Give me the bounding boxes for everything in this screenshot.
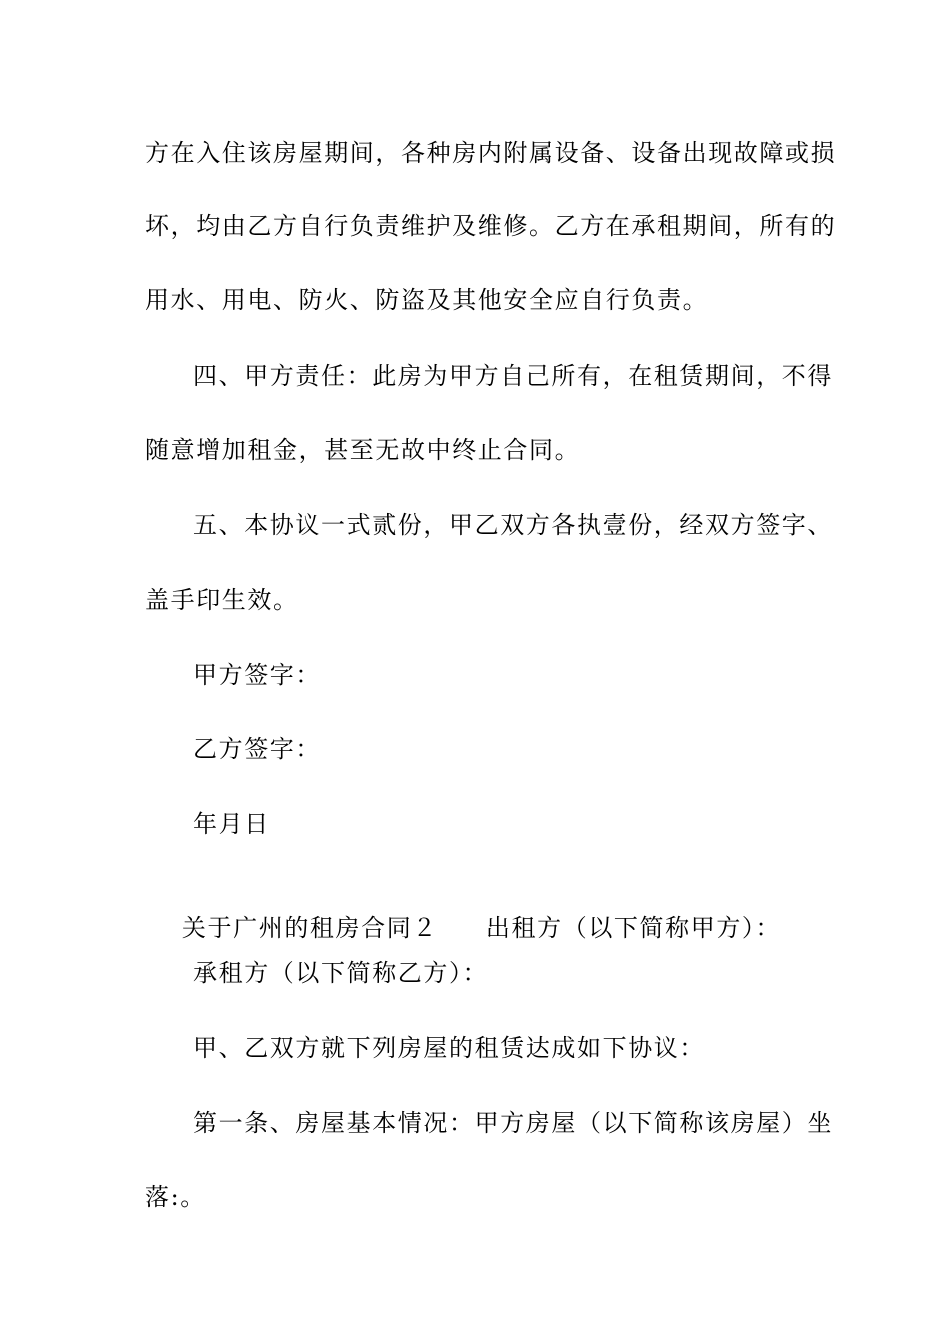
article-one-line: 第一条、房屋基本情况：甲方房屋（以下简称该房屋）坐 — [193, 1109, 833, 1137]
lessor-label: 出租方（以下简称甲方）： — [485, 914, 782, 942]
party-b-signature-label: 乙方签字： — [193, 735, 321, 763]
contract-title: 关于广州的租房合同２ — [181, 914, 438, 942]
agreement-intro: 甲、乙双方就下列房屋的租赁达成如下协议： — [193, 1034, 705, 1062]
party-a-signature-label: 甲方签字： — [193, 661, 321, 689]
paragraph-line: 落:。 — [145, 1183, 206, 1211]
paragraph-line: 方在入住该房屋期间，各种房内附属设备、设备出现故障或损 — [145, 139, 837, 167]
date-label: 年月日 — [193, 810, 270, 838]
paragraph-line: 用水、用电、防火、防盗及其他安全应自行负责。 — [145, 286, 709, 314]
clause-four-line: 四、甲方责任：此房为甲方自己所有，在租赁期间，不得 — [193, 362, 833, 390]
paragraph-line: 盖手印生效。 — [145, 586, 299, 614]
paragraph-line: 随意增加租金，甚至无故中终止合同。 — [145, 436, 581, 464]
clause-five-line: 五、本协议一式贰份，甲乙双方各执壹份，经双方签字、 — [193, 511, 833, 539]
paragraph-line: 坏，均由乙方自行负责维护及维修。乙方在承租期间，所有的 — [145, 212, 837, 240]
lessee-label: 承租方（以下简称乙方）： — [193, 959, 489, 987]
